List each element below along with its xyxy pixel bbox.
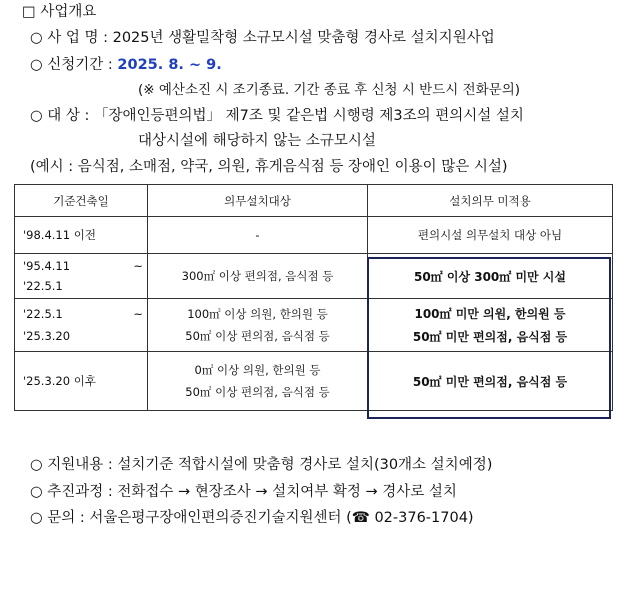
obligation-cell: -: [148, 217, 368, 254]
exempt-cell: 50㎡ 이상 300㎡ 미만 시설: [368, 254, 613, 299]
obligation-cell: 300㎡ 이상 편의점, 음식점 등: [148, 254, 368, 299]
example-line: (예시 : 음식점, 소매점, 약국, 의원, 휴게음식점 등 장애인 이용이 많은 시설): [30, 159, 508, 175]
period-label: ○ 신청기간 :: [30, 57, 118, 73]
date-cell: '95.4.11 ~ '22.5.1: [15, 254, 148, 299]
table-row: [15, 352, 613, 411]
header-date: 기준건축일: [15, 185, 148, 217]
table-row: [15, 299, 613, 352]
table-row: [15, 254, 613, 299]
obligation-cell: 100㎡ 이상 의원, 한의원 등 50㎡ 이상 편의점, 음식점 등: [148, 299, 368, 352]
process-line: ○ 추진과정 : 전화접수 → 현장조사 → 설치여부 확정 → 경사로 설치: [30, 484, 457, 500]
table-header-row: [15, 185, 613, 217]
obligation-cell: 0㎡ 이상 의원, 한의원 등 50㎡ 이상 편의점, 음식점 등: [148, 352, 368, 411]
standards-table: [14, 184, 613, 411]
contact-line: ○ 문의 : 서울은평구장애인편의증진기술지원센터 (☎ 02-376-1704): [30, 510, 474, 526]
header-obligation: 의무설치대상: [148, 185, 368, 217]
date-cell: '25.3.20 이후: [15, 352, 148, 411]
project-name: ○ 사 업 명 : 2025년 생활밀착형 소규모시설 맞춤형 경사로 설치지원사업: [30, 30, 495, 46]
period-note: (※ 예산소진 시 조기종료. 기간 종료 후 신청 시 반드시 전화문의): [138, 82, 521, 98]
exempt-cell: 50㎡ 미만 편의점, 음식점 등: [368, 352, 613, 411]
exempt-cell: 편의시설 의무설치 대상 아님: [368, 217, 613, 254]
target-line-2: 대상시설에 해당하지 않는 소규모시설: [138, 133, 376, 149]
exempt-cell: 100㎡ 미만 의원, 한의원 등 50㎡ 미만 편의점, 음식점 등: [368, 299, 613, 352]
table-row: [15, 217, 613, 254]
period-value: 2025. 8. ~ 9.: [117, 57, 222, 73]
date-cell: '98.4.11 이전: [15, 217, 148, 254]
support-line: ○ 지원내용 : 설치기준 적합시설에 맞춤형 경사로 설치(30개소 설치예정): [30, 457, 493, 473]
target-line-1: ○ 대 상 : 「장애인등편의법」 제7조 및 같은법 시행령 제3조의 편의시설 설치: [30, 108, 524, 124]
application-period: [30, 55, 222, 75]
date-cell: '22.5.1 ~ '25.3.20: [15, 299, 148, 352]
header-exempt: 설치의무 미적용: [368, 185, 613, 217]
section-title: □ 사업개요: [22, 4, 97, 20]
